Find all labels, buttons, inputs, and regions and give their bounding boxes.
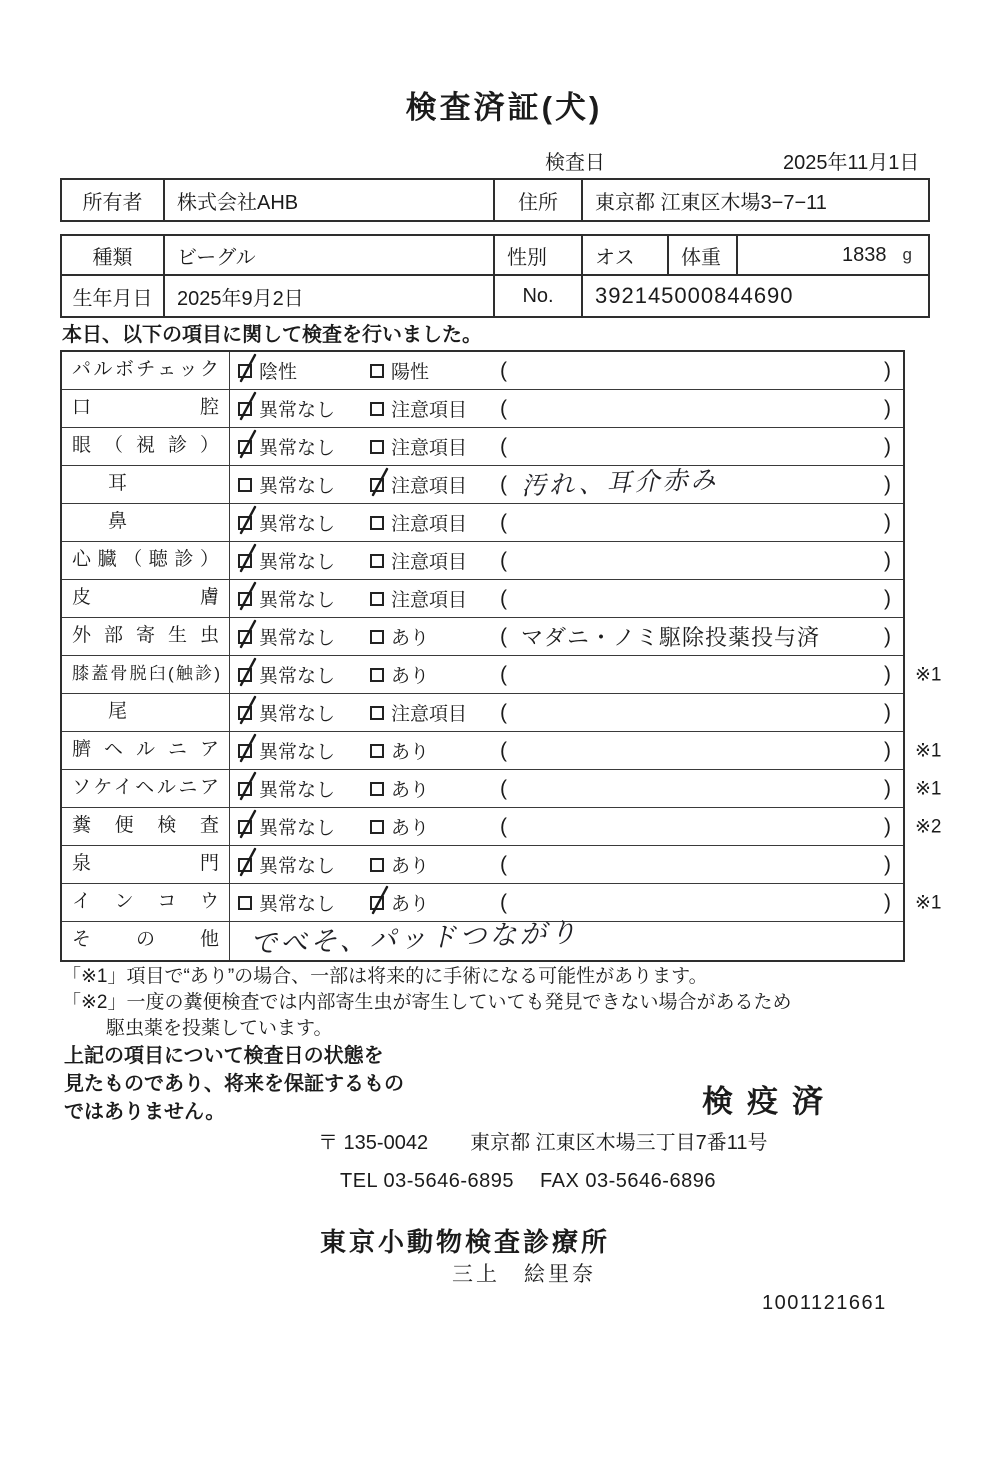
- handwritten-check-mark: [237, 733, 259, 763]
- check-row-content: [230, 352, 903, 389]
- option-1-label: 異常なし: [259, 476, 336, 497]
- paren-close: ): [884, 510, 891, 534]
- handwritten-check-mark: [237, 695, 259, 725]
- clinic-address-line: [318, 1126, 768, 1155]
- handwritten-check-mark: [237, 391, 259, 421]
- page-title: 検査済証(犬): [405, 90, 603, 125]
- option-1-checkbox-checked: [238, 820, 252, 834]
- paren-close: ): [884, 852, 891, 876]
- option-1-label: 異常なし: [259, 742, 336, 763]
- check-row: [62, 694, 903, 732]
- option-2: [370, 433, 500, 460]
- handwritten-check-mark: [237, 847, 259, 877]
- disclaimer: [64, 1042, 404, 1126]
- clinic-postal: 〒 135-0042: [318, 1132, 429, 1154]
- option-1-label: 異常なし: [259, 514, 336, 535]
- footnote-2: 「※2」一度の糞便検査では内部寄生虫が寄生していても発見できない場合があるため: [62, 992, 792, 1013]
- option-1-checkbox: [238, 896, 252, 910]
- option-2-label: あり: [391, 628, 430, 649]
- pet-row-1: [62, 236, 928, 276]
- option-2: [370, 851, 500, 878]
- paren-close: ): [884, 814, 891, 838]
- footnote-1: 「※1」項目で“あり”の場合、一部は将来的に手術になる可能性があります。: [62, 966, 708, 987]
- option-1: [238, 509, 370, 536]
- option-2-label: 陽性: [391, 362, 430, 383]
- option-2: [370, 357, 500, 384]
- remarks-field: [500, 359, 903, 383]
- option-2-label: あり: [391, 818, 430, 839]
- option-1-label: 異常なし: [259, 666, 336, 687]
- option-2-label: 注意項目: [391, 438, 468, 459]
- check-row: [62, 770, 942, 808]
- reference-mark: ※1: [915, 892, 942, 913]
- option-1-label: 異常なし: [259, 590, 336, 611]
- clinic-contact-line: [340, 1170, 716, 1193]
- check-item-label: パルボチェック: [62, 352, 230, 389]
- sex-value: オス: [583, 236, 669, 274]
- paren-close: ): [884, 586, 891, 610]
- vet-name: 三上 絵里奈: [452, 1263, 596, 1286]
- option-1: [238, 661, 370, 688]
- option-2-label: あり: [391, 666, 430, 687]
- paren-open: (: [500, 814, 507, 838]
- check-row-content: [230, 917, 903, 960]
- check-item-label: 眼（視診）: [62, 428, 230, 465]
- paren-open: (: [500, 358, 507, 382]
- handwritten-check-mark: [237, 429, 259, 459]
- check-row-content: [230, 846, 903, 883]
- option-1-label: 異常なし: [259, 780, 336, 801]
- handwritten-check-mark: [237, 809, 259, 839]
- option-2-label: 注意項目: [391, 704, 468, 725]
- check-item-label: 口腔: [62, 390, 230, 427]
- remarks-field: [500, 587, 903, 611]
- option-2: [370, 737, 500, 764]
- check-item-label: 鼻: [62, 504, 230, 541]
- option-1: [238, 775, 370, 802]
- document-code: 1001121661: [762, 1292, 887, 1314]
- option-2-checkbox: [370, 630, 384, 644]
- option-2: [370, 775, 500, 802]
- check-item-label: 尾: [62, 694, 230, 731]
- paren-open: (: [500, 700, 507, 724]
- paren-close: ): [884, 624, 891, 648]
- check-item-label: 泉門: [62, 846, 230, 883]
- check-row: [62, 656, 942, 694]
- check-item-label: その他: [62, 922, 230, 960]
- footnotes: [62, 964, 792, 1042]
- remarks-field: [500, 739, 903, 763]
- option-1-checkbox-checked: [238, 554, 252, 568]
- disclaimer-line-2: 見たものであり、将来を保証するもの: [64, 1073, 404, 1095]
- paren-close: ): [884, 434, 891, 458]
- paren-open: (: [500, 624, 507, 648]
- paren-close: ): [884, 472, 891, 496]
- option-1: [238, 851, 370, 878]
- option-1-label: 異常なし: [259, 552, 336, 573]
- option-2-label: あり: [391, 894, 430, 915]
- check-item-label: ソケイヘルニア: [62, 770, 230, 807]
- option-1-label: 異常なし: [259, 438, 336, 459]
- reference-mark: ※1: [915, 778, 942, 799]
- option-1: [238, 813, 370, 840]
- check-row: [62, 352, 903, 390]
- option-1-label: 異常なし: [259, 400, 336, 421]
- check-row-content: [230, 770, 903, 807]
- weight-label: 体重: [669, 236, 738, 274]
- check-row: [62, 390, 903, 428]
- remarks-field: [500, 777, 903, 801]
- remarks-field: [500, 511, 903, 535]
- option-1-checkbox-checked: [238, 706, 252, 720]
- check-row-content: [230, 542, 903, 579]
- paren-open: (: [500, 472, 507, 496]
- option-1-checkbox-checked: [238, 782, 252, 796]
- paren-open: (: [500, 776, 507, 800]
- option-2-checkbox: [370, 668, 384, 682]
- option-1-label: 異常なし: [259, 704, 336, 725]
- check-row-content: [230, 390, 903, 427]
- intro-text: 本日、以下の項目に関して検査を行いました。: [62, 324, 482, 346]
- option-2: [370, 889, 500, 916]
- no-label: No.: [495, 276, 583, 316]
- remarks-field: [500, 397, 903, 421]
- option-1: [238, 699, 370, 726]
- option-2: [370, 509, 500, 536]
- option-1-checkbox-checked: [238, 858, 252, 872]
- handwritten-check-mark: [237, 771, 259, 801]
- check-item-label: 外部寄生虫: [62, 618, 230, 655]
- option-2-label: 注意項目: [391, 552, 468, 573]
- option-1-checkbox-checked: [238, 668, 252, 682]
- owner-label: 所有者: [62, 180, 165, 220]
- owner-value: 株式会社AHB: [165, 180, 495, 220]
- option-1-label: 異常なし: [259, 856, 336, 877]
- option-1: [238, 357, 370, 384]
- birth-label: 生年月日: [62, 276, 165, 316]
- remarks-field: [500, 853, 903, 877]
- breed-label: 種類: [62, 236, 165, 274]
- check-table-body: [62, 352, 942, 960]
- option-2-checkbox-checked: [370, 478, 384, 492]
- paren-open: (: [500, 662, 507, 686]
- option-2-checkbox: [370, 706, 384, 720]
- clinic-tel: TEL 03-5646-6895: [340, 1170, 515, 1192]
- paren-close: ): [884, 890, 891, 914]
- option-2-label: 注意項目: [391, 590, 468, 611]
- option-1-checkbox-checked: [238, 516, 252, 530]
- handwritten-check-mark: [237, 543, 259, 573]
- no-value: 392145000844690: [595, 283, 794, 308]
- option-2-label: 注意項目: [391, 400, 468, 421]
- inspection-date-label: 検査日: [545, 152, 605, 174]
- handwritten-check-mark: [369, 467, 391, 497]
- paren-open: (: [500, 586, 507, 610]
- paren-close: ): [884, 700, 891, 724]
- option-2-checkbox: [370, 782, 384, 796]
- weight-unit: g: [902, 245, 912, 264]
- option-1-label: 異常なし: [259, 894, 336, 915]
- option-2: [370, 813, 500, 840]
- quarantine-stamp: 検疫済: [702, 1084, 837, 1119]
- option-2: [370, 395, 500, 422]
- disclaimer-line-1: 上記の項目について検査日の状態を: [64, 1045, 384, 1067]
- option-1-checkbox-checked: [238, 592, 252, 606]
- option-2-label: 注意項目: [391, 514, 468, 535]
- address-label: 住所: [495, 180, 583, 220]
- weight-cell: [738, 236, 928, 274]
- option-1: [238, 737, 370, 764]
- check-item-label: 膝蓋骨脱臼(触診): [62, 656, 230, 693]
- weight-value: 1838: [842, 243, 887, 266]
- option-1: [238, 623, 370, 650]
- pet-row-2: [62, 276, 928, 316]
- address-value: 東京都 江東区木場3−7−11: [595, 191, 827, 214]
- birth-value: 2025年9月2日: [165, 276, 495, 316]
- paren-close: ): [884, 662, 891, 686]
- check-row: [62, 542, 903, 580]
- option-2-checkbox: [370, 364, 384, 378]
- check-item-label: インコウ: [62, 884, 230, 921]
- remarks-field: [500, 663, 903, 687]
- paren-open: (: [500, 890, 507, 914]
- check-row: [62, 732, 942, 770]
- option-1: [238, 471, 370, 498]
- check-row: [62, 846, 903, 884]
- check-row-content: [230, 808, 903, 845]
- option-1-checkbox-checked: [238, 440, 252, 454]
- remarks-field: [500, 549, 903, 573]
- disclaimer-line-3: ではありません。: [64, 1101, 226, 1123]
- option-1-checkbox-checked: [238, 630, 252, 644]
- paren-open: (: [500, 396, 507, 420]
- check-row-content: [230, 694, 903, 731]
- option-1-checkbox-checked: [238, 744, 252, 758]
- check-row: [62, 504, 903, 542]
- check-row-content: [230, 618, 903, 655]
- option-1-label: 陰性: [259, 362, 298, 383]
- option-2-checkbox: [370, 554, 384, 568]
- sex-label: 性別: [495, 236, 583, 274]
- option-1: [238, 395, 370, 422]
- check-item-label: 心臓（聴診）: [62, 542, 230, 579]
- option-2: [370, 623, 500, 650]
- check-row-content: [230, 466, 903, 503]
- option-1: [238, 889, 370, 916]
- check-row-content: [230, 732, 903, 769]
- check-item-label: 糞便検査: [62, 808, 230, 845]
- handwritten-check-mark: [369, 885, 391, 915]
- option-2-checkbox: [370, 516, 384, 530]
- check-table: [60, 350, 942, 962]
- paren-open: (: [500, 510, 507, 534]
- check-row-content: [230, 656, 903, 693]
- inspection-date-value: 2025年11月1日: [783, 152, 920, 174]
- option-1-label: 異常なし: [259, 818, 336, 839]
- handwritten-check-mark: [237, 505, 259, 535]
- check-row: [62, 580, 903, 618]
- option-1: [238, 585, 370, 612]
- option-2: [370, 699, 500, 726]
- paren-close: ): [884, 396, 891, 420]
- option-2-label: あり: [391, 856, 430, 877]
- remarks-field: [500, 701, 903, 725]
- clinic-fax: FAX 03-5646-6896: [540, 1170, 716, 1192]
- remark-text: マダニ・ノミ駆除投薬投与済: [521, 625, 821, 650]
- option-2-label: 注意項目: [391, 476, 468, 497]
- clinic-name: 東京小動物検査診療所: [320, 1227, 611, 1257]
- check-row: [62, 466, 903, 504]
- footnote-2b: 駆虫薬を投薬しています。: [106, 1018, 333, 1039]
- handwritten-check-mark: [237, 619, 259, 649]
- handwritten-check-mark: [237, 353, 259, 383]
- handwritten-remark: 汚れ、耳介赤み: [520, 465, 719, 501]
- option-1-checkbox: [238, 478, 252, 492]
- option-2: [370, 547, 500, 574]
- owner-row: [62, 180, 928, 220]
- check-row: [62, 917, 903, 960]
- paren-open: (: [500, 738, 507, 762]
- reference-mark: ※1: [915, 740, 942, 761]
- check-row-content: [230, 504, 903, 541]
- option-2: [370, 661, 500, 688]
- breed-value: ビーグル: [165, 236, 495, 274]
- option-2-checkbox-checked: [370, 896, 384, 910]
- check-row: [62, 618, 903, 656]
- option-2-checkbox: [370, 858, 384, 872]
- clinic-address: 東京都 江東区木場三丁目7番11号: [470, 1132, 768, 1154]
- paren-close: ): [884, 776, 891, 800]
- remarks-field: [500, 815, 903, 839]
- option-2-checkbox: [370, 402, 384, 416]
- reference-mark: ※2: [915, 816, 942, 837]
- option-2: [370, 471, 500, 498]
- paren-close: ): [884, 548, 891, 572]
- paren-close: ): [884, 738, 891, 762]
- check-item-label: 耳: [62, 466, 230, 503]
- check-item-label: 臍ヘルニア: [62, 732, 230, 769]
- check-row: [62, 808, 942, 846]
- option-1: [238, 433, 370, 460]
- handwritten-check-mark: [237, 581, 259, 611]
- paren-open: (: [500, 852, 507, 876]
- paren-open: (: [500, 548, 507, 572]
- option-1: [238, 547, 370, 574]
- check-row-content: [230, 580, 903, 617]
- option-2-label: あり: [391, 742, 430, 763]
- paren-open: (: [500, 434, 507, 458]
- owner-table: [60, 178, 930, 222]
- reference-mark: ※1: [915, 664, 942, 685]
- option-1-label: 異常なし: [259, 628, 336, 649]
- handwritten-check-mark: [237, 657, 259, 687]
- paren-close: ): [884, 358, 891, 382]
- pet-table: [60, 234, 930, 318]
- remarks-field: [500, 467, 903, 503]
- handwritten-other-note: でべそ、パッドつながり: [249, 917, 580, 959]
- option-2-label: あり: [391, 780, 430, 801]
- option-2-checkbox: [370, 592, 384, 606]
- option-2-checkbox: [370, 820, 384, 834]
- option-2-checkbox: [370, 440, 384, 454]
- option-1-checkbox-checked: [238, 402, 252, 416]
- option-1-checkbox-checked: [238, 364, 252, 378]
- option-2-checkbox: [370, 744, 384, 758]
- option-2: [370, 585, 500, 612]
- check-item-label: 皮膚: [62, 580, 230, 617]
- remarks-field: [500, 621, 903, 652]
